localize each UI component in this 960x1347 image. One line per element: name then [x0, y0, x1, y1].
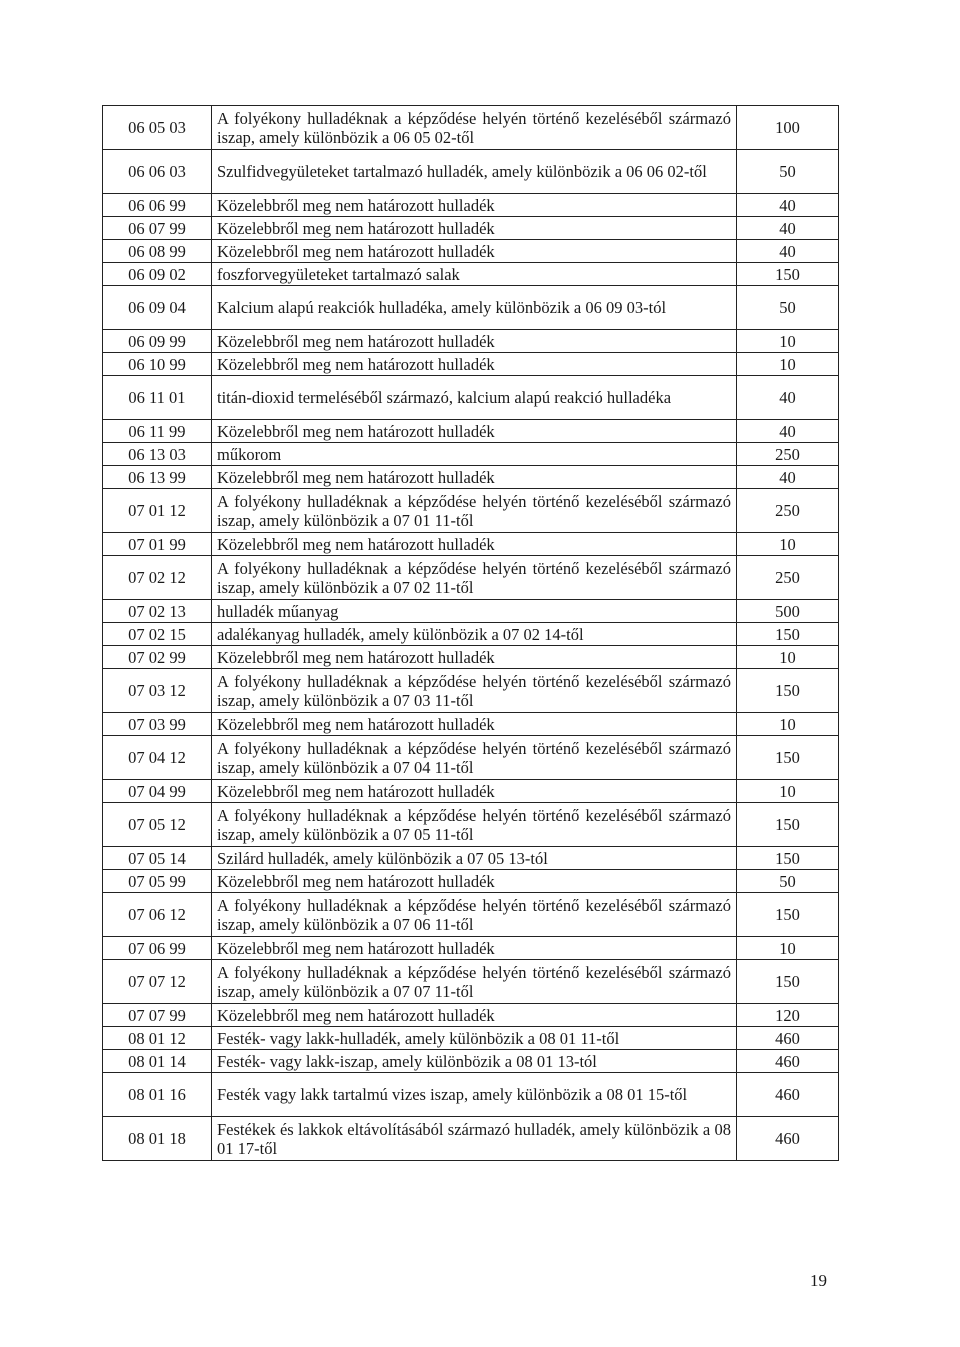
- table-row: [103, 1027, 839, 1050]
- waste-description-cell: Szulfidvegyületeket tartalmazó hulladék, amely különbözik a 06 06 02-től: [212, 150, 737, 194]
- waste-description-cell: Festék- vagy lakk-iszap, amely különbözik a 08 01 13-tól: [212, 1050, 737, 1073]
- table-row: [103, 736, 839, 780]
- waste-quantity-cell: 150: [737, 960, 839, 1004]
- waste-description-cell: Közelebbről meg nem határozott hulladék: [212, 780, 737, 803]
- table-row: [103, 556, 839, 600]
- waste-code-cell: 07 03 12: [103, 669, 212, 713]
- waste-description-cell: Közelebbről meg nem határozott hulladék: [212, 420, 737, 443]
- waste-code-cell: 06 11 99: [103, 420, 212, 443]
- waste-description-cell: Festékek és lakkok eltávolításából származó hulladék, amely különbözik a 08 01 17-től: [212, 1117, 737, 1161]
- page-number: 19: [810, 1271, 827, 1290]
- waste-code-cell: 06 09 04: [103, 286, 212, 330]
- table-row: [103, 600, 839, 623]
- waste-quantity-cell: 40: [737, 217, 839, 240]
- table-row: [103, 263, 839, 286]
- table-row: [103, 443, 839, 466]
- waste-quantity-cell: 100: [737, 106, 839, 150]
- waste-quantity-cell: 150: [737, 736, 839, 780]
- waste-description-cell: Közelebbről meg nem határozott hulladék: [212, 217, 737, 240]
- table-row: [103, 533, 839, 556]
- waste-quantity-cell: 460: [737, 1117, 839, 1161]
- waste-quantity-cell: 50: [737, 286, 839, 330]
- waste-description-cell: A folyékony hulladéknak a képződése helyén történő kezeléséből származó iszap, amely különbözik a 06 05 02-től: [212, 106, 737, 150]
- waste-quantity-cell: 150: [737, 623, 839, 646]
- table-row: [103, 803, 839, 847]
- waste-description-cell: Közelebbről meg nem határozott hulladék: [212, 937, 737, 960]
- waste-code-cell: 06 10 99: [103, 353, 212, 376]
- table-row: [103, 780, 839, 803]
- waste-quantity-cell: 150: [737, 803, 839, 847]
- waste-quantity-cell: 250: [737, 489, 839, 533]
- waste-code-cell: 06 13 99: [103, 466, 212, 489]
- waste-quantity-cell: 150: [737, 847, 839, 870]
- waste-code-cell: 08 01 18: [103, 1117, 212, 1161]
- waste-code-cell: 06 09 02: [103, 263, 212, 286]
- waste-description-cell: Közelebbről meg nem határozott hulladék: [212, 466, 737, 489]
- waste-description-cell: Közelebbről meg nem határozott hulladék: [212, 330, 737, 353]
- waste-quantity-cell: 120: [737, 1004, 839, 1027]
- waste-code-table-body: [103, 106, 839, 1161]
- waste-description-cell: A folyékony hulladéknak a képződése helyén történő kezeléséből származó iszap, amely különbözik a 07 05 11-től: [212, 803, 737, 847]
- table-row: [103, 240, 839, 263]
- waste-code-cell: 07 05 12: [103, 803, 212, 847]
- waste-code-table: [102, 105, 839, 1161]
- waste-description-cell: műkorom: [212, 443, 737, 466]
- table-row: [103, 150, 839, 194]
- waste-description-cell: A folyékony hulladéknak a képződése helyén történő kezeléséből származó iszap, amely különbözik a 07 04 11-től: [212, 736, 737, 780]
- waste-code-cell: 07 04 99: [103, 780, 212, 803]
- waste-code-cell: 08 01 16: [103, 1073, 212, 1117]
- waste-quantity-cell: 460: [737, 1027, 839, 1050]
- waste-code-cell: 07 05 99: [103, 870, 212, 893]
- waste-description-cell: Közelebbről meg nem határozott hulladék: [212, 533, 737, 556]
- waste-code-cell: 06 05 03: [103, 106, 212, 150]
- waste-description-cell: Közelebbről meg nem határozott hulladék: [212, 240, 737, 263]
- table-row: [103, 1050, 839, 1073]
- waste-quantity-cell: 50: [737, 870, 839, 893]
- waste-description-cell: Közelebbről meg nem határozott hulladék: [212, 194, 737, 217]
- table-row: [103, 376, 839, 420]
- table-row: [103, 623, 839, 646]
- waste-code-cell: 06 11 01: [103, 376, 212, 420]
- waste-description-cell: Festék- vagy lakk-hulladék, amely különbözik a 08 01 11-től: [212, 1027, 737, 1050]
- waste-description-cell: foszforvegyületeket tartalmazó salak: [212, 263, 737, 286]
- waste-description-cell: A folyékony hulladéknak a képződése helyén történő kezeléséből származó iszap, amely különbözik a 07 06 11-től: [212, 893, 737, 937]
- table-row: [103, 870, 839, 893]
- waste-description-cell: Szilárd hulladék, amely különbözik a 07 05 13-tól: [212, 847, 737, 870]
- waste-quantity-cell: 150: [737, 893, 839, 937]
- table-row: [103, 646, 839, 669]
- waste-description-cell: Közelebbről meg nem határozott hulladék: [212, 870, 737, 893]
- waste-code-cell: 07 07 99: [103, 1004, 212, 1027]
- waste-code-cell: 07 07 12: [103, 960, 212, 1004]
- table-row: [103, 489, 839, 533]
- waste-code-cell: 06 06 99: [103, 194, 212, 217]
- waste-code-cell: 06 09 99: [103, 330, 212, 353]
- waste-code-cell: 06 06 03: [103, 150, 212, 194]
- waste-code-cell: 07 02 12: [103, 556, 212, 600]
- table-row: [103, 1117, 839, 1161]
- waste-code-cell: 07 02 15: [103, 623, 212, 646]
- waste-description-cell: A folyékony hulladéknak a képződése helyén történő kezeléséből származó iszap, amely különbözik a 07 01 11-től: [212, 489, 737, 533]
- waste-code-cell: 06 13 03: [103, 443, 212, 466]
- waste-description-cell: adalékanyag hulladék, amely különbözik a 07 02 14-től: [212, 623, 737, 646]
- waste-description-cell: Festék vagy lakk tartalmú vizes iszap, amely különbözik a 08 01 15-től: [212, 1073, 737, 1117]
- table-row: [103, 937, 839, 960]
- waste-code-cell: 07 02 99: [103, 646, 212, 669]
- waste-quantity-cell: 460: [737, 1050, 839, 1073]
- waste-code-cell: 07 01 12: [103, 489, 212, 533]
- waste-code-cell: 07 04 12: [103, 736, 212, 780]
- waste-quantity-cell: 40: [737, 194, 839, 217]
- table-row: [103, 330, 839, 353]
- waste-description-cell: Közelebbről meg nem határozott hulladék: [212, 353, 737, 376]
- waste-description-cell: A folyékony hulladéknak a képződése helyén történő kezeléséből származó iszap, amely különbözik a 07 02 11-től: [212, 556, 737, 600]
- waste-quantity-cell: 10: [737, 937, 839, 960]
- waste-quantity-cell: 250: [737, 443, 839, 466]
- table-row: [103, 1004, 839, 1027]
- waste-code-cell: 06 08 99: [103, 240, 212, 263]
- waste-quantity-cell: 150: [737, 263, 839, 286]
- waste-code-cell: 08 01 12: [103, 1027, 212, 1050]
- table-row: [103, 960, 839, 1004]
- waste-code-cell: 07 03 99: [103, 713, 212, 736]
- waste-quantity-cell: 10: [737, 780, 839, 803]
- table-row: [103, 106, 839, 150]
- waste-quantity-cell: 40: [737, 420, 839, 443]
- waste-description-cell: Közelebbről meg nem határozott hulladék: [212, 646, 737, 669]
- waste-description-cell: A folyékony hulladéknak a képződése helyén történő kezeléséből származó iszap, amely különbözik a 07 03 11-től: [212, 669, 737, 713]
- waste-code-cell: 07 01 99: [103, 533, 212, 556]
- waste-code-cell: 07 06 12: [103, 893, 212, 937]
- table-row: [103, 713, 839, 736]
- table-row: [103, 420, 839, 443]
- waste-code-cell: 06 07 99: [103, 217, 212, 240]
- waste-quantity-cell: 10: [737, 713, 839, 736]
- waste-code-cell: 07 06 99: [103, 937, 212, 960]
- table-row: [103, 194, 839, 217]
- waste-quantity-cell: 10: [737, 646, 839, 669]
- table-row: [103, 847, 839, 870]
- waste-quantity-cell: 10: [737, 533, 839, 556]
- waste-code-cell: 07 05 14: [103, 847, 212, 870]
- waste-quantity-cell: 40: [737, 376, 839, 420]
- waste-description-cell: Közelebbről meg nem határozott hulladék: [212, 1004, 737, 1027]
- table-row: [103, 217, 839, 240]
- waste-quantity-cell: 250: [737, 556, 839, 600]
- waste-code-cell: 08 01 14: [103, 1050, 212, 1073]
- waste-quantity-cell: 150: [737, 669, 839, 713]
- waste-quantity-cell: 500: [737, 600, 839, 623]
- waste-description-cell: hulladék műanyag: [212, 600, 737, 623]
- table-row: [103, 286, 839, 330]
- waste-quantity-cell: 50: [737, 150, 839, 194]
- waste-description-cell: Közelebbről meg nem határozott hulladék: [212, 713, 737, 736]
- table-row: [103, 1073, 839, 1117]
- table-row: [103, 353, 839, 376]
- waste-quantity-cell: 10: [737, 353, 839, 376]
- table-row: [103, 893, 839, 937]
- waste-description-cell: Kalcium alapú reakciók hulladéka, amely különbözik a 06 09 03-tól: [212, 286, 737, 330]
- waste-description-cell: A folyékony hulladéknak a képződése helyén történő kezeléséből származó iszap, amely különbözik a 07 07 11-től: [212, 960, 737, 1004]
- waste-quantity-cell: 10: [737, 330, 839, 353]
- waste-code-cell: 07 02 13: [103, 600, 212, 623]
- table-row: [103, 466, 839, 489]
- waste-quantity-cell: 40: [737, 466, 839, 489]
- waste-quantity-cell: 460: [737, 1073, 839, 1117]
- table-row: [103, 669, 839, 713]
- waste-description-cell: titán-dioxid termeléséből származó, kalcium alapú reakció hulladéka: [212, 376, 737, 420]
- waste-quantity-cell: 40: [737, 240, 839, 263]
